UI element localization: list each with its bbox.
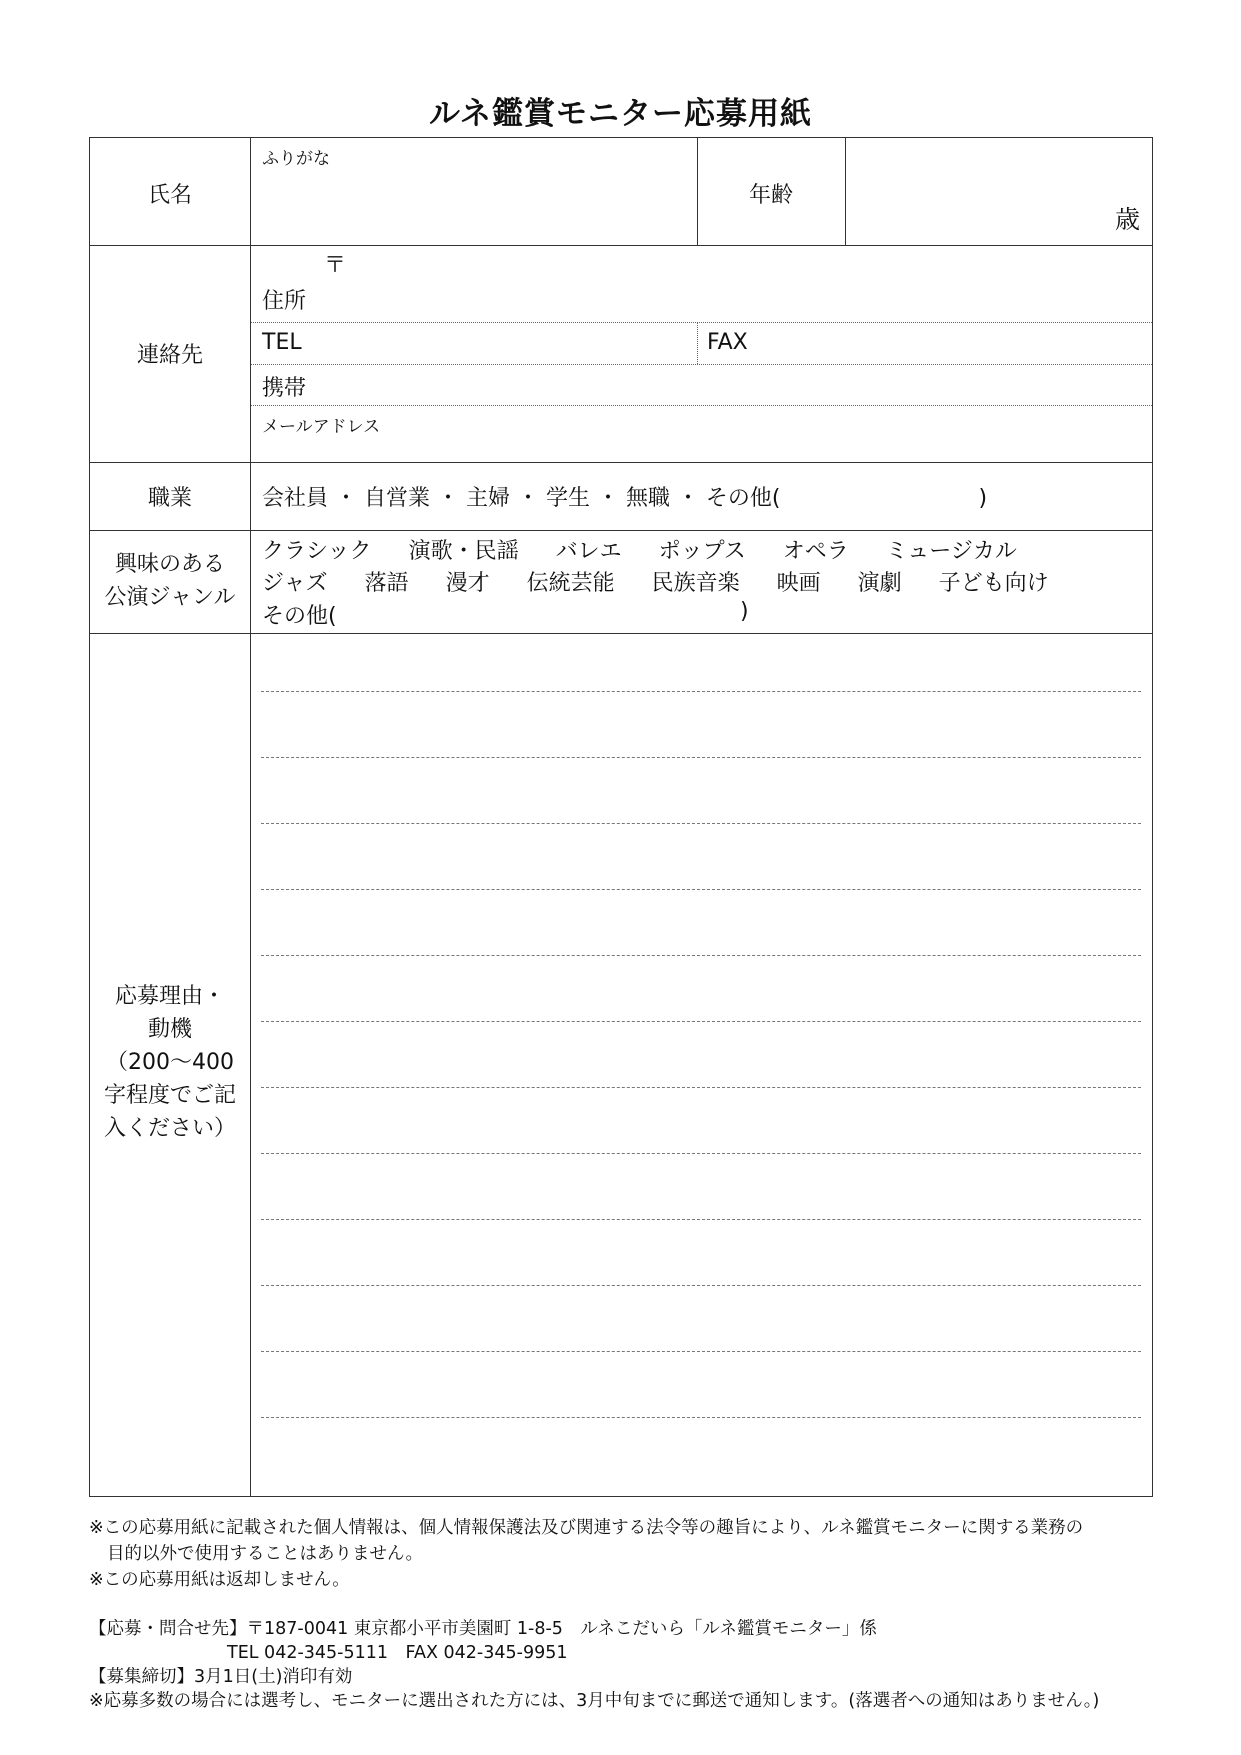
- genre-other-open[interactable]: その他(: [262, 604, 337, 629]
- genre-other-close: ): [740, 599, 749, 624]
- reason-label-line: 応募理由・: [114, 984, 225, 1009]
- contact-divider: [251, 405, 1152, 406]
- genre-option[interactable]: 演歌・民謡: [408, 539, 519, 564]
- row-divider: [90, 530, 1152, 531]
- age-value-divider: [845, 138, 846, 245]
- writing-line: [261, 889, 1141, 890]
- writing-line: [261, 1285, 1141, 1286]
- genre-label-line: 興味のある: [114, 552, 225, 577]
- genre-option[interactable]: ポップス: [658, 539, 746, 564]
- page-title: ルネ鑑賞モニター応募用紙: [428, 96, 813, 132]
- fax-input[interactable]: [760, 324, 1150, 362]
- genre-label: [90, 548, 250, 614]
- genre-option[interactable]: 子ども向け: [938, 571, 1049, 596]
- tel-input[interactable]: [320, 324, 696, 362]
- reason-label-line: 入ください）: [103, 1116, 236, 1141]
- reason-label: [90, 980, 250, 1145]
- writing-line: [261, 1219, 1141, 1220]
- name-input[interactable]: [252, 168, 696, 244]
- writing-line: [261, 1417, 1141, 1418]
- writing-line: [261, 757, 1141, 758]
- privacy-notes: [89, 1515, 1169, 1593]
- genre-option[interactable]: 演劇: [857, 571, 902, 596]
- contact-phone: TEL 042-345-5111 FAX 042-345-9951: [227, 1643, 568, 1663]
- note-line: 目的以外で使用することはありません。: [107, 1544, 424, 1564]
- writing-line: [261, 1351, 1141, 1352]
- note-line: ※この応募用紙は返却しません。: [89, 1570, 350, 1590]
- genre-option[interactable]: 映画: [776, 571, 821, 596]
- tel-label: TEL: [262, 330, 302, 355]
- age-unit: 歳: [1115, 205, 1141, 234]
- genre-option[interactable]: クラシック: [262, 539, 372, 564]
- reason-label-line: 字程度でご記: [103, 1083, 236, 1108]
- genre-option[interactable]: ミュージカル: [885, 539, 1017, 564]
- writing-line: [261, 1153, 1141, 1154]
- selection-note: ※応募多数の場合には選考し、モニターに選出された方には、3月中旬までに郵送で通知します。(落選者への通知はありません。): [89, 1691, 1100, 1711]
- row-divider: [90, 633, 1152, 634]
- genre-option[interactable]: 漫才: [445, 571, 490, 596]
- contact-address: 【応募・問合せ先】〒187-0041 東京都小平市美園町 1-8-5 ルネこだいら「ルネ鑑賞モニター」係: [89, 1619, 877, 1639]
- furigana-label: ふりがな: [262, 149, 330, 169]
- tel-fax-divider: [697, 322, 698, 364]
- genre-row: [262, 566, 1079, 597]
- postal-mark: 〒: [324, 253, 347, 278]
- genre-option[interactable]: 民族音楽: [651, 571, 740, 596]
- genre-label-line: 公演ジャンル: [104, 585, 236, 610]
- mobile-label: 携帯: [262, 376, 307, 401]
- address-label: 住所: [262, 289, 307, 314]
- occupation-options[interactable]: 会社員 ・ 自営業 ・ 主婦 ・ 学生 ・ 無職 ・ その他( ): [262, 486, 988, 511]
- reason-textarea[interactable]: [251, 635, 1152, 1495]
- writing-line: [261, 823, 1141, 824]
- deadline: 【募集締切】3月1日(土)消印有効: [89, 1667, 353, 1687]
- reason-label-line: （200～400: [106, 1050, 234, 1075]
- writing-line: [261, 691, 1141, 692]
- row-divider: [90, 462, 1152, 463]
- mobile-input[interactable]: [320, 366, 1150, 404]
- age-input[interactable]: [847, 140, 1107, 244]
- fax-label: FAX: [707, 330, 748, 355]
- genre-row: [262, 534, 1047, 565]
- contact-label: 連絡先: [136, 343, 203, 368]
- genre-option[interactable]: 伝統芸能: [526, 571, 615, 596]
- email-label: メールアドレス: [262, 417, 381, 437]
- email-input[interactable]: [252, 434, 1150, 460]
- genre-option[interactable]: ジャズ: [262, 571, 328, 596]
- note-line: ※この応募用紙に記載された個人情報は、個人情報保護法及び関連する法令等の趣旨により、ルネ鑑賞モニターに関する業務の: [89, 1518, 1084, 1538]
- contact-divider: [251, 322, 1152, 323]
- occupation-label: 職業: [147, 486, 192, 511]
- genre-option[interactable]: バレエ: [555, 539, 622, 564]
- age-label: 年齢: [748, 183, 793, 208]
- row-divider: [90, 245, 1152, 246]
- name-label: 氏名: [147, 183, 192, 208]
- genre-option[interactable]: 落語: [364, 571, 409, 596]
- contact-info: [89, 1617, 1169, 1713]
- contact-divider: [251, 364, 1152, 365]
- writing-line: [261, 955, 1141, 956]
- reason-label-line: 動機: [147, 1017, 192, 1042]
- genre-option[interactable]: オペラ: [782, 539, 849, 564]
- writing-line: [261, 1021, 1141, 1022]
- application-form: [89, 137, 1153, 1497]
- address-input[interactable]: [350, 248, 1150, 320]
- writing-line: [261, 1087, 1141, 1088]
